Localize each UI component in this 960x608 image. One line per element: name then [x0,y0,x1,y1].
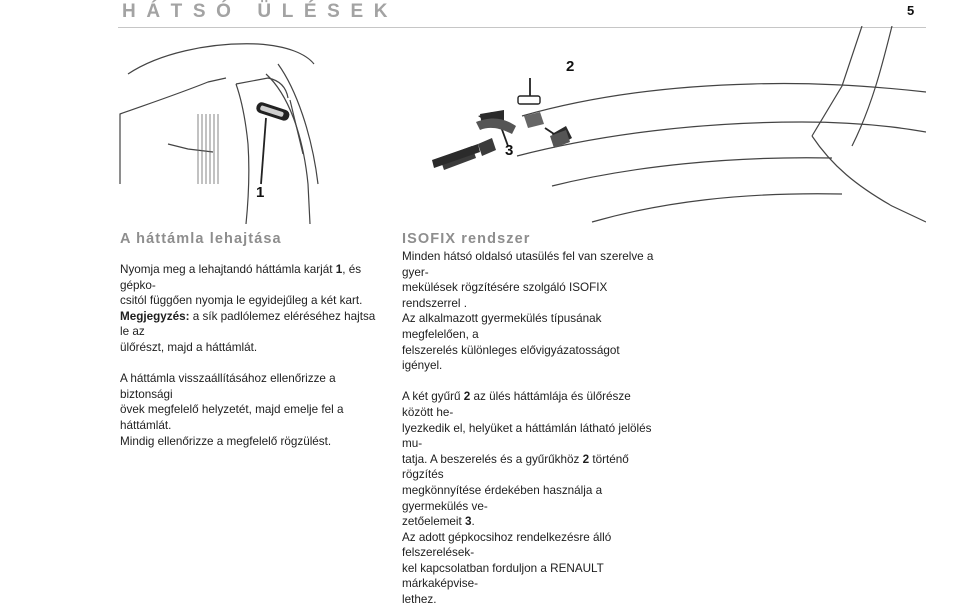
paragraph-isofix-intro [402,249,656,374]
text-fragment: lyezkedik el, helyüket a háttámlán látható jelölés mu- [402,421,652,451]
text-fragment: , és gépko- [120,263,362,292]
text-line: Mindig ellenőrizze a megfelelő rögzülést. [120,434,332,448]
callout-2: 2 [566,58,575,75]
text-line: övek megfelelő helyzetét, majd emelje fel a háttámlát. [120,403,344,432]
text-fragment: ülőrészt, majd a háttámlát. [120,340,258,354]
text-line: Az adott gépkocsihoz rendelkezésre álló felszerelések- [402,530,612,560]
text-line: kel kapcsolatban forduljon a RENAULT márkaképvise- [402,561,604,591]
text-line: lethez. [402,593,437,607]
text-fragment: történő rögzítés [402,452,629,482]
seatback-lever-illustration [118,34,328,224]
isofix-guides-illustration [420,34,610,214]
text-fragment: zetőelemeit [402,515,466,529]
paragraph-fold-instructions [120,262,380,309]
page-header-title: HÁTSÓ ÜLÉSEK [122,1,399,22]
callout-3: 3 [505,142,514,159]
text-fragment: A két gyűrű [402,390,464,404]
paragraph-isofix-rings [402,389,656,529]
paragraph-isofix-dealer [402,530,656,608]
page-number: 5 [907,3,915,18]
reference-number-2: 2 [582,452,590,466]
text-fragment: a sík padlólemez eléréséhez hajtsa le az [120,309,376,339]
reference-number-2: 2 [463,390,471,404]
text-line: Minden hátsó oldalsó utasülés fel van szerelve a gyer- [402,250,654,279]
text-fragment: csitól függően nyomja le egyidejűleg a két kart. [120,294,363,308]
paragraph-note [120,309,380,356]
callout-1: 1 [256,184,265,201]
text-line: felszerelés különleges elővigyázatosságot igényel. [402,343,620,373]
reference-number-1: 1 [335,263,343,276]
text-fragment: az ülés háttámlája és ülőrésze között he- [402,390,631,419]
text-fragment: megkönnyítése érdekében használja a gyermekülés ve- [402,483,603,513]
left-section-body [120,262,380,449]
note-label: Megjegyzés: [120,309,190,323]
text-fragment: . [471,515,475,529]
text-line: mekülések rögzítésére szolgáló ISOFIX rendszerrel . [402,281,608,310]
text-line: Az alkalmazott gyermekülés típusának megfelelően, a [402,312,602,341]
text-fragment: tatja. A beszerelés és a gyűrűkhöz [402,452,583,466]
paragraph-restore-instructions [120,371,380,449]
section-heading-isofix: ISOFIX rendszer [402,231,531,247]
text-fragment: Nyomja meg a lehajtandó háttámla karját [120,263,336,276]
text-line: A háttámla visszaállításához ellenőrizze a biztonsági [120,372,336,401]
section-heading-fold-seatback: A háttámla lehajtása [120,231,282,247]
reference-number-3: 3 [465,515,472,529]
right-section-body [402,249,656,608]
